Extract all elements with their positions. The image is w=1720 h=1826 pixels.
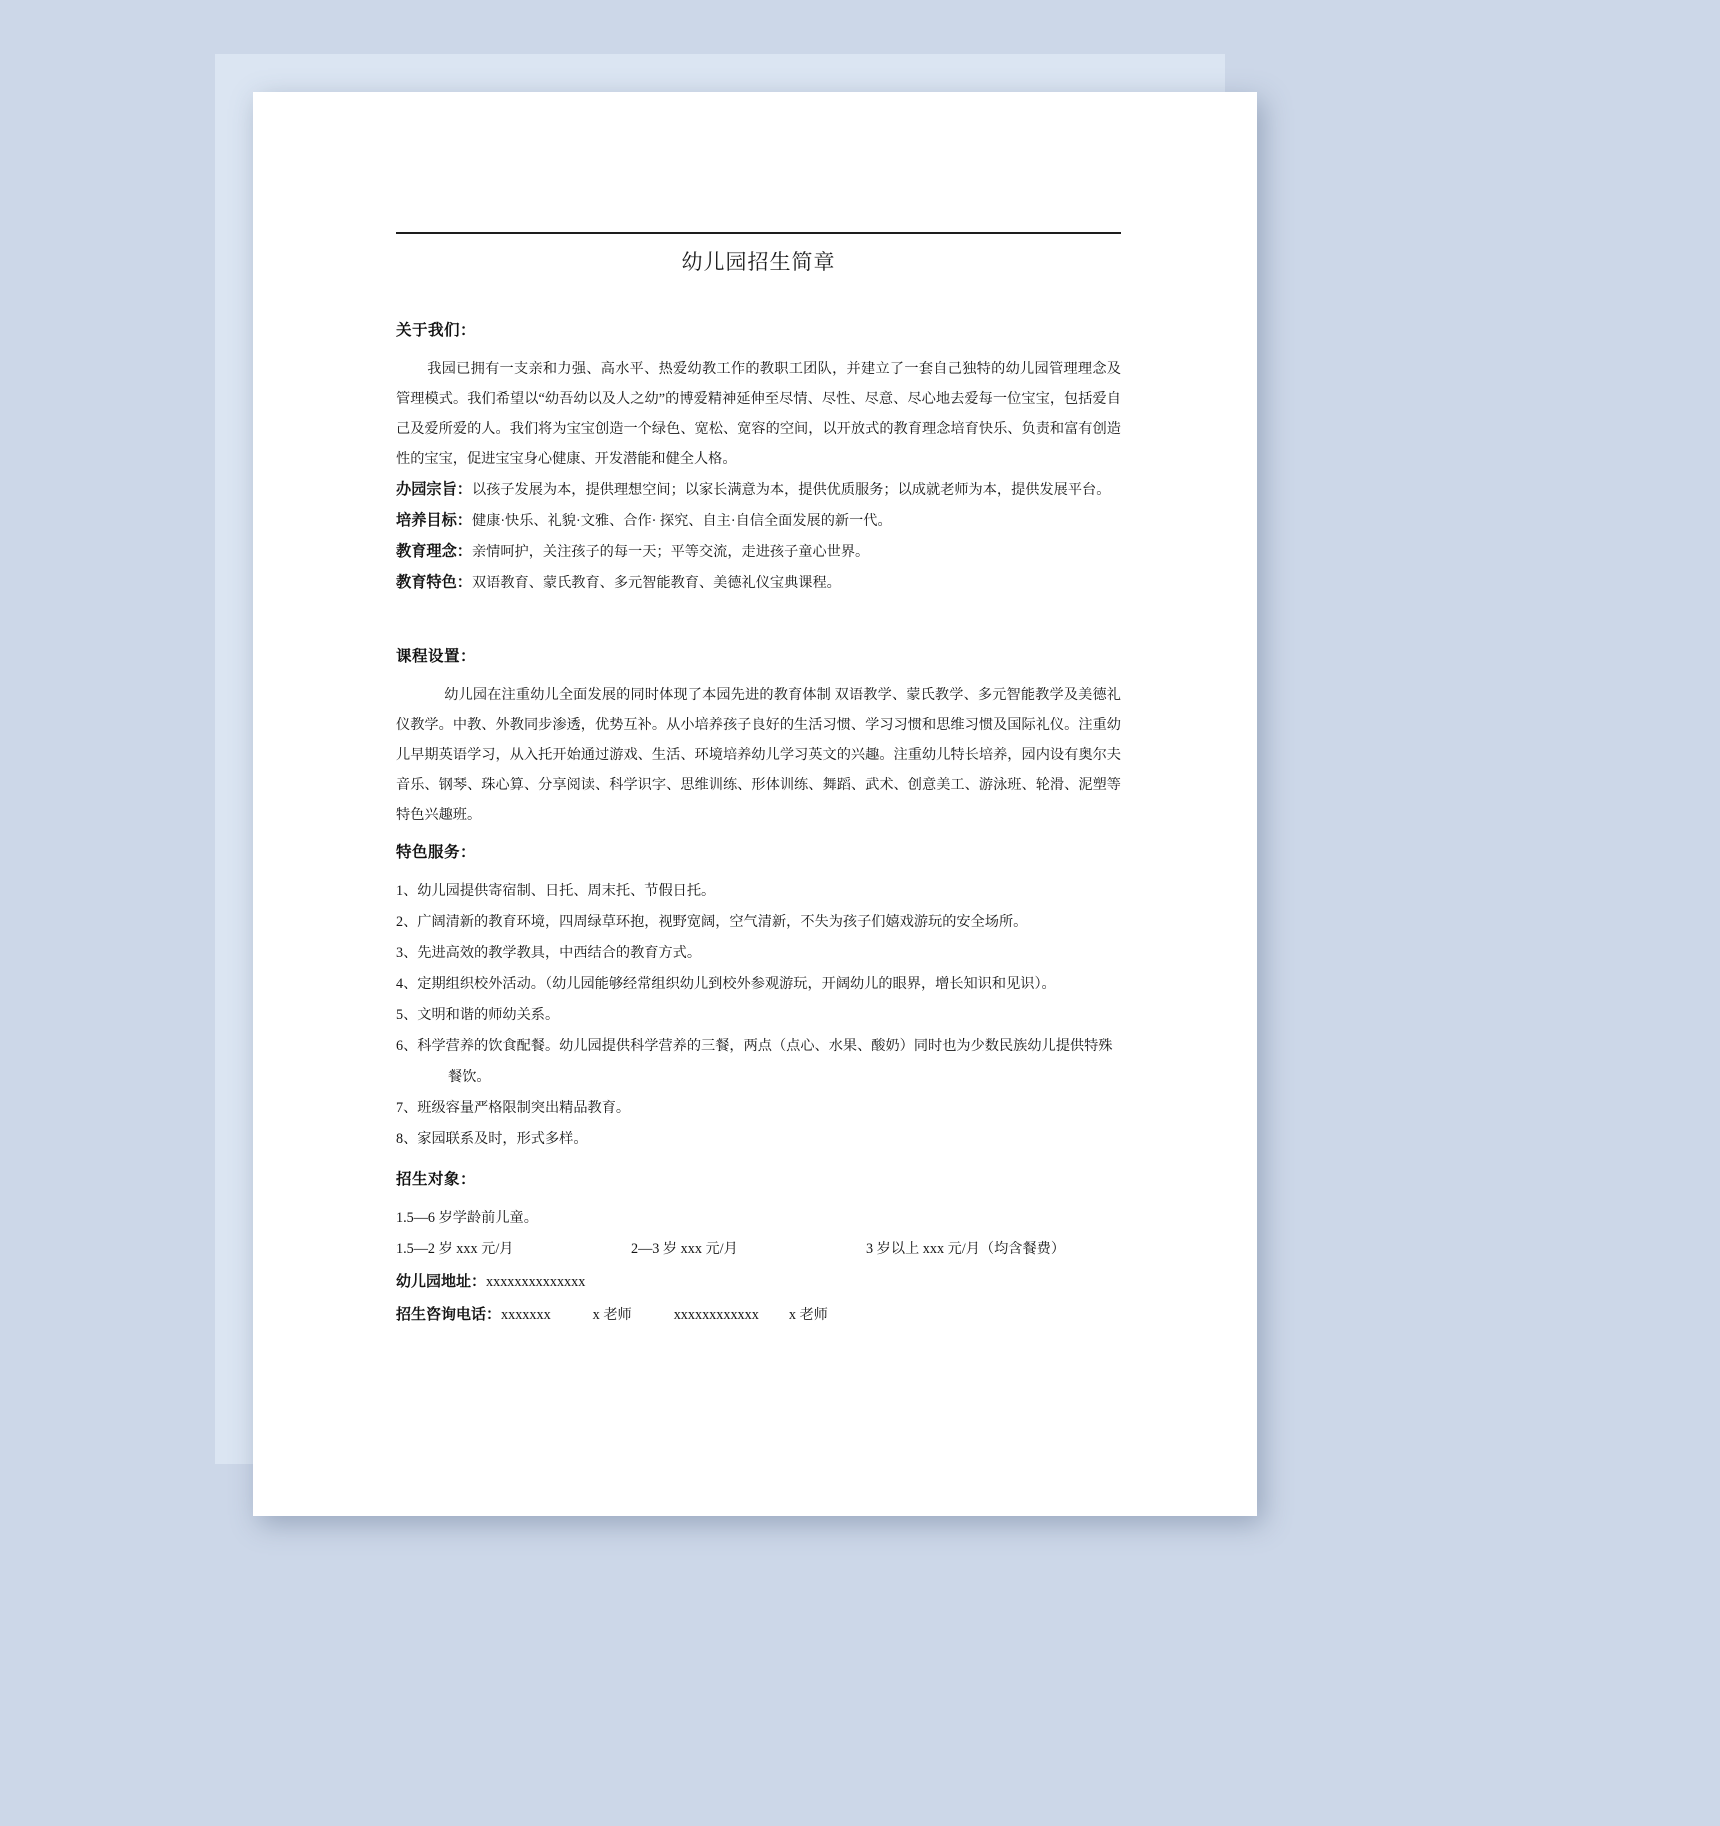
section-heading-enrollment: 招生对象： [396,1170,477,1188]
address-value: xxxxxxxxxxxxxx [486,1274,586,1290]
curriculum-paragraph: 幼儿园在注重幼儿全面发展的同时体现了本园先进的教育体制 双语教学、蒙氏教学、多元智能教学及美德礼仪教学。中教、外教同步渗透，优势互补。从小培养孩子良好的生活习惯、学习习惯和思维习惯及国际礼仪。注重幼儿早期英语学习，从入托开始通过游戏、生活、环境培养幼儿学习英文的兴趣。注重幼儿特长培养，园内设有奥尔夫音乐、钢琴、珠心算、分享阅读、科学识字、思维训练、形体训练、舞蹈、武术、创意美工、游泳班、轮滑、泥塑等特色兴趣班。 [396,687,1121,823]
principle-value-1: 健康·快乐、礼貌·文雅、合作· 探究、自主·自信全面发展的新一代。 [471,513,892,529]
service-item-5 [396,1031,1121,1093]
service-item-1 [396,907,1121,938]
phone-label: 招生咨询电话： [396,1305,502,1323]
enrollment-age-range: 1.5—6 岁学龄前儿童。 [396,1210,538,1226]
service-text-4: 文明和谐的师幼关系。 [417,1007,560,1023]
principle-row-0 [396,474,1121,505]
phone-teacher-2: x 老师 [788,1307,828,1323]
title-spacer [396,276,1121,318]
service-item-7 [396,1124,1121,1155]
principle-label-1: 培养目标： [396,511,472,529]
service-num-2: 3、 [396,945,418,961]
phone-number-1: xxxxxxx [501,1307,551,1323]
page-title: 幼儿园招生简章 [681,250,836,274]
service-num-3: 4、 [396,976,418,992]
fee-tier-0: 1.5—2 岁 xxx 元/月 [396,1241,514,1257]
service-text-3: 定期组织校外活动。（幼儿园能够经常组织幼儿到校外参观游玩，开阔幼儿的眼界，增长知识和见识）。 [417,976,1056,992]
service-num-6: 7、 [396,1100,418,1116]
service-item-4 [396,1000,1121,1031]
service-num-0: 1、 [396,883,418,899]
enrollment-phone-line [396,1298,1121,1331]
fee-tier-2: 3 岁以上 xxx 元/月（均含餐费） [866,1241,1066,1257]
address-label: 幼儿园地址： [396,1272,487,1290]
curriculum-spacer [396,598,1121,644]
section-heading-about: 关于我们： [396,321,477,339]
kindergarten-address-line [396,1265,1121,1298]
service-item-2 [396,938,1121,969]
principle-row-1 [396,505,1121,536]
principle-row-2 [396,536,1121,567]
principle-label-0: 办园宗旨： [396,480,472,498]
fee-tier-1: 2—3 岁 xxx 元/月 [631,1241,738,1257]
document-content [396,232,1121,1331]
principle-label-3: 教育特色： [396,573,472,591]
service-num-5: 6、 [396,1038,418,1054]
principle-value-3: 双语教育、蒙氏教育、多元智能教育、美德礼仪宝典课程。 [471,575,841,591]
service-text-1: 广阔清新的教育环境，四周绿草环抱，视野宽阔，空气清新，不失为孩子们嬉戏游玩的安全场所。 [417,914,1028,930]
service-text-5: 科学营养的饮食配餐。幼儿园提供科学营养的三餐，两点（点心、水果、酸奶）同时也为少数民族幼儿提供特殊 [417,1038,1113,1054]
principle-label-2: 教育理念： [396,542,472,560]
document-page [253,92,1257,1516]
service-num-4: 5、 [396,1007,418,1023]
phone-teacher-1: x 老师 [592,1307,632,1323]
phone-number-2: xxxxxxxxxxxx [673,1307,759,1323]
service-text-7: 家园联系及时，形式多样。 [417,1131,588,1147]
service-item-3 [396,969,1121,1000]
service-text-2: 先进高效的教学教具，中西结合的教育方式。 [417,945,702,961]
service-num-1: 2、 [396,914,418,930]
principle-value-2: 亲情呵护，关注孩子的每一天；平等交流，走进孩子童心世界。 [471,544,870,560]
section-heading-services: 特色服务： [396,843,477,861]
principle-value-0: 以孩子发展为本，提供理想空间；以家长满意为本，提供优质服务；以成就老师为本，提供发展平台。 [471,482,1111,498]
service-item-0 [396,876,1121,907]
title-divider [396,232,1121,234]
section-heading-curriculum: 课程设置： [396,647,477,665]
about-paragraph: 我园已拥有一支亲和力强、高水平、热爱幼教工作的教职工团队，并建立了一套自己独特的幼儿园管理理念及管理模式。我们希望以“幼吾幼以及人之幼”的博爱精神延伸至尽情、尽性、尽意、尽心地去爱每一位宝宝，包括爱自己及爱所爱的人。我们将为宝宝创造一个绿色、宽松、宽容的空间，以开放式的教育理念培育快乐、负责和富有创造性的宝宝，促进宝宝身心健康、开发潜能和健全人格。 [396,361,1121,467]
enrollment-fee-row [396,1234,1121,1265]
service-num-7: 8、 [396,1131,418,1147]
service-item-6 [396,1093,1121,1124]
principle-row-3 [396,567,1121,598]
service-text-0: 幼儿园提供寄宿制、日托、周末托、节假日托。 [417,883,716,899]
service-text-5-continuation: 餐饮。 [448,1069,491,1085]
service-text-6: 班级容量严格限制突出精品教育。 [417,1100,631,1116]
